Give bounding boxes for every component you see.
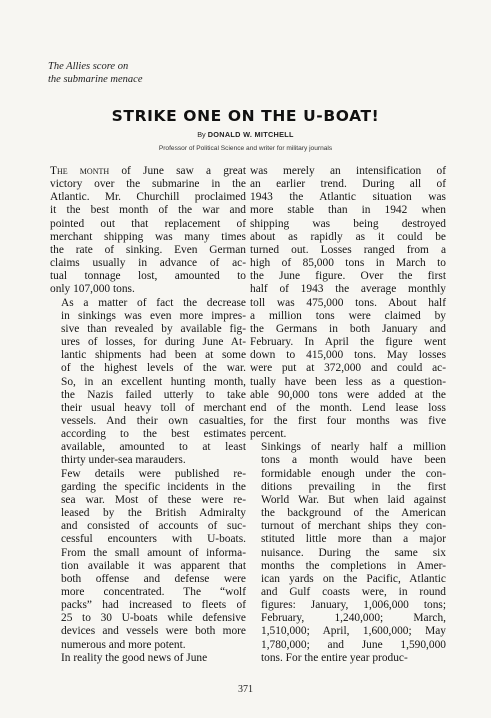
line-text: their usual heavy toll of merchant	[61, 401, 246, 414]
line-text: for the first four months was five	[250, 414, 446, 427]
text-line	[250, 218, 446, 231]
text-line	[50, 560, 246, 573]
text-line	[250, 191, 446, 204]
kicker-line: The Allies score on	[48, 61, 129, 72]
line-text: numerous and more potent.	[61, 638, 186, 651]
line-text: shipping was being destroyed	[250, 217, 446, 230]
line-text: was merely an intensification of	[250, 165, 446, 177]
text-line	[50, 507, 246, 520]
text-line	[50, 454, 246, 467]
text-line	[50, 468, 246, 481]
right-column	[250, 165, 446, 665]
paragraph	[50, 468, 246, 652]
line-text: tually have been less as a question-	[250, 375, 446, 388]
line-text: merchant shipping was many times	[50, 230, 246, 243]
text-line	[250, 270, 446, 283]
author-name: DONALD W. MITCHELL	[207, 130, 294, 139]
text-line	[50, 402, 246, 415]
line-text: So, in an excellent hunting month,	[61, 375, 246, 388]
text-line	[50, 481, 246, 494]
line-text: cessful encounters with U-boats.	[61, 533, 246, 546]
line-text: vessels. And their own casualties,	[61, 414, 246, 427]
line-text: tons. For the entire year produc-	[261, 651, 408, 664]
kicker-line: the submarine menace	[48, 74, 143, 85]
line-text: of the highest levels of the war.	[61, 362, 246, 375]
text-line	[250, 336, 446, 349]
text-line	[250, 573, 446, 586]
text-line	[50, 349, 246, 362]
line-text: of June saw a great	[109, 165, 247, 177]
line-text: 25 to 30 U-boats while defensive	[61, 612, 246, 625]
line-text: leased by the British Admiralty	[61, 507, 246, 520]
text-line	[250, 468, 446, 481]
line-text: toll was 475,000 tons. About half	[250, 296, 446, 309]
text-line	[50, 547, 246, 560]
text-line	[250, 599, 446, 612]
text-line	[50, 270, 246, 283]
line-text: February. In April the figure went	[250, 336, 446, 349]
line-text: 1943 the Atlantic situation was	[250, 191, 446, 204]
text-line	[250, 547, 446, 560]
text-line	[250, 323, 446, 336]
line-text: according to the best estimates	[61, 428, 246, 441]
line-text: Sinkings of nearly half a million	[261, 441, 446, 454]
line-text: available, amounted to at least	[61, 441, 246, 454]
line-text: a million tons were claimed by	[250, 309, 446, 322]
text-line	[50, 178, 246, 191]
text-line	[50, 362, 246, 375]
line-text: it the best month of the war and	[50, 204, 246, 217]
text-line	[50, 612, 246, 625]
line-text: Atlantic. Mr. Churchill proclaimed	[50, 191, 246, 204]
text-line	[250, 257, 446, 270]
line-text: were put at 372,000 and could ac-	[250, 362, 446, 375]
line-text: pointed out that replacement of	[50, 217, 246, 230]
line-text: devices and vessels were both more	[61, 625, 246, 638]
text-line	[250, 402, 446, 415]
text-line	[50, 323, 246, 336]
line-text: Few details were published re-	[61, 467, 246, 480]
line-text: end of the month. Lend lease loss	[250, 401, 446, 414]
line-text: and consisted of accounts of suc-	[61, 520, 246, 533]
line-text: As a matter of fact the decrease	[61, 296, 246, 309]
paragraph	[250, 165, 446, 441]
text-line	[250, 625, 446, 638]
line-text: down to 415,000 tons. May losses	[250, 349, 446, 362]
text-line	[50, 218, 246, 231]
text-line	[50, 244, 246, 257]
text-line	[250, 481, 446, 494]
line-text: 1,780,000; and June 1,590,000	[261, 638, 446, 651]
line-text: figures: January, 1,006,000 tons;	[261, 599, 446, 612]
page-number: 371	[238, 684, 253, 695]
text-line	[250, 283, 446, 296]
paragraph	[50, 652, 246, 665]
text-line	[250, 415, 446, 428]
text-line	[50, 494, 246, 507]
line-text: stituted little more than a major	[261, 533, 446, 546]
text-line	[50, 310, 246, 323]
text-line	[250, 165, 446, 178]
text-line	[50, 599, 246, 612]
text-line	[50, 165, 246, 178]
text-line	[50, 191, 246, 204]
text-line	[50, 415, 246, 428]
line-text: the Germans in both January and	[250, 322, 446, 335]
line-text: the rate of sinking. Even German	[50, 243, 246, 256]
line-text: victory over the submarine in the	[50, 178, 246, 191]
line-text: turnout of merchant ships they con-	[261, 520, 446, 533]
line-text: World War. But when laid against	[261, 493, 446, 506]
text-line	[50, 520, 246, 533]
text-line	[50, 389, 246, 402]
text-line	[250, 297, 446, 310]
text-line	[250, 507, 446, 520]
lead-in: The month	[50, 165, 110, 177]
line-text: From the small amount of informa-	[61, 546, 246, 559]
text-line	[250, 310, 446, 323]
line-text: percent.	[250, 428, 287, 441]
byline	[0, 130, 491, 139]
line-text: ican yards on the Pacific, Atlantic	[261, 572, 446, 585]
text-line	[50, 573, 246, 586]
line-text: packs” had increased to fleets of	[61, 599, 246, 612]
text-line	[250, 178, 446, 191]
byline-prefix: By	[197, 130, 206, 139]
text-line	[250, 612, 446, 625]
text-line	[50, 639, 246, 652]
paragraph	[250, 441, 446, 665]
text-line	[250, 560, 446, 573]
text-line	[50, 533, 246, 546]
line-text: ures of losses, for during June At-	[61, 336, 246, 349]
line-text: half of 1943 the average monthly	[250, 283, 446, 296]
line-text: more stable than in 1942 when	[250, 204, 446, 217]
line-text: tons a month would have been	[261, 454, 446, 467]
line-text: more concentrated. The “wolf	[61, 586, 246, 598]
line-text: garding the specific incidents in the	[61, 480, 246, 493]
line-text: claims usually in advance of ac-	[50, 257, 246, 270]
line-text: formidable enough under the con-	[261, 467, 446, 480]
text-line	[250, 454, 446, 467]
line-text: thirty under-sea marauders.	[61, 454, 186, 467]
line-text: the background of the American	[261, 507, 446, 520]
line-text: high of 85,000 tons in March to	[250, 257, 446, 270]
text-line	[250, 520, 446, 533]
line-text: the June figure. Over the first	[250, 270, 446, 283]
line-text: the Nazis failed utterly to take	[61, 388, 246, 401]
text-line	[50, 283, 246, 296]
line-text: nuisance. During the same six	[261, 546, 446, 559]
text-line	[50, 428, 246, 441]
text-line	[250, 349, 446, 362]
text-line	[250, 494, 446, 507]
line-text: 1,510,000; April, 1,600,000; May	[261, 625, 446, 638]
text-line	[250, 428, 446, 441]
text-line	[250, 376, 446, 389]
text-line	[50, 336, 246, 349]
text-line	[250, 652, 446, 665]
line-text: turned out. Losses ranged from a	[250, 243, 446, 256]
line-text: sive than revealed by available fig-	[61, 322, 246, 335]
line-text: February, 1,240,000; March,	[261, 612, 446, 625]
text-line	[250, 533, 446, 546]
text-line	[50, 376, 246, 389]
kicker	[48, 60, 142, 86]
line-text: able 90,000 tons were added at the	[250, 388, 446, 401]
line-text: months the completions in Amer-	[261, 559, 446, 572]
text-line	[50, 652, 246, 665]
paragraph	[50, 297, 246, 468]
text-line	[250, 362, 446, 375]
text-line	[50, 625, 246, 638]
text-line	[250, 389, 446, 402]
author-affiliation: Professor of Political Science and writer for military journals	[158, 145, 333, 152]
text-line	[250, 244, 446, 257]
text-line	[250, 586, 446, 599]
line-text: lantic shipments had been at some	[61, 349, 246, 362]
line-text: both offense and defense were	[61, 572, 246, 585]
text-line	[250, 639, 446, 652]
line-text: ditions prevailing in the first	[261, 480, 446, 493]
article-title: STRIKE ONE ON THE U-BOAT!	[111, 107, 380, 125]
text-line	[50, 586, 246, 599]
left-column	[50, 165, 246, 665]
text-line	[250, 231, 446, 244]
line-text: tion available it was apparent that	[61, 559, 246, 572]
line-text: only 107,000 tons.	[50, 283, 135, 296]
line-text: in sinkings was even more impres-	[61, 309, 246, 322]
text-line	[50, 231, 246, 244]
text-line	[50, 257, 246, 270]
text-line	[250, 204, 446, 217]
line-text: about as rapidly as it could be	[250, 230, 446, 243]
text-line	[50, 441, 246, 454]
text-line	[250, 441, 446, 454]
line-text: an earlier trend. During all of	[250, 178, 446, 191]
line-text: tual tonnage lost, amounted to	[50, 270, 246, 283]
line-text: sea war. Most of these were re-	[61, 493, 246, 506]
paragraph	[50, 165, 246, 297]
text-line	[50, 204, 246, 217]
text-line	[50, 297, 246, 310]
line-text: and Gulf coasts were, in round	[261, 586, 446, 598]
line-text: In reality the good news of June	[61, 651, 208, 664]
